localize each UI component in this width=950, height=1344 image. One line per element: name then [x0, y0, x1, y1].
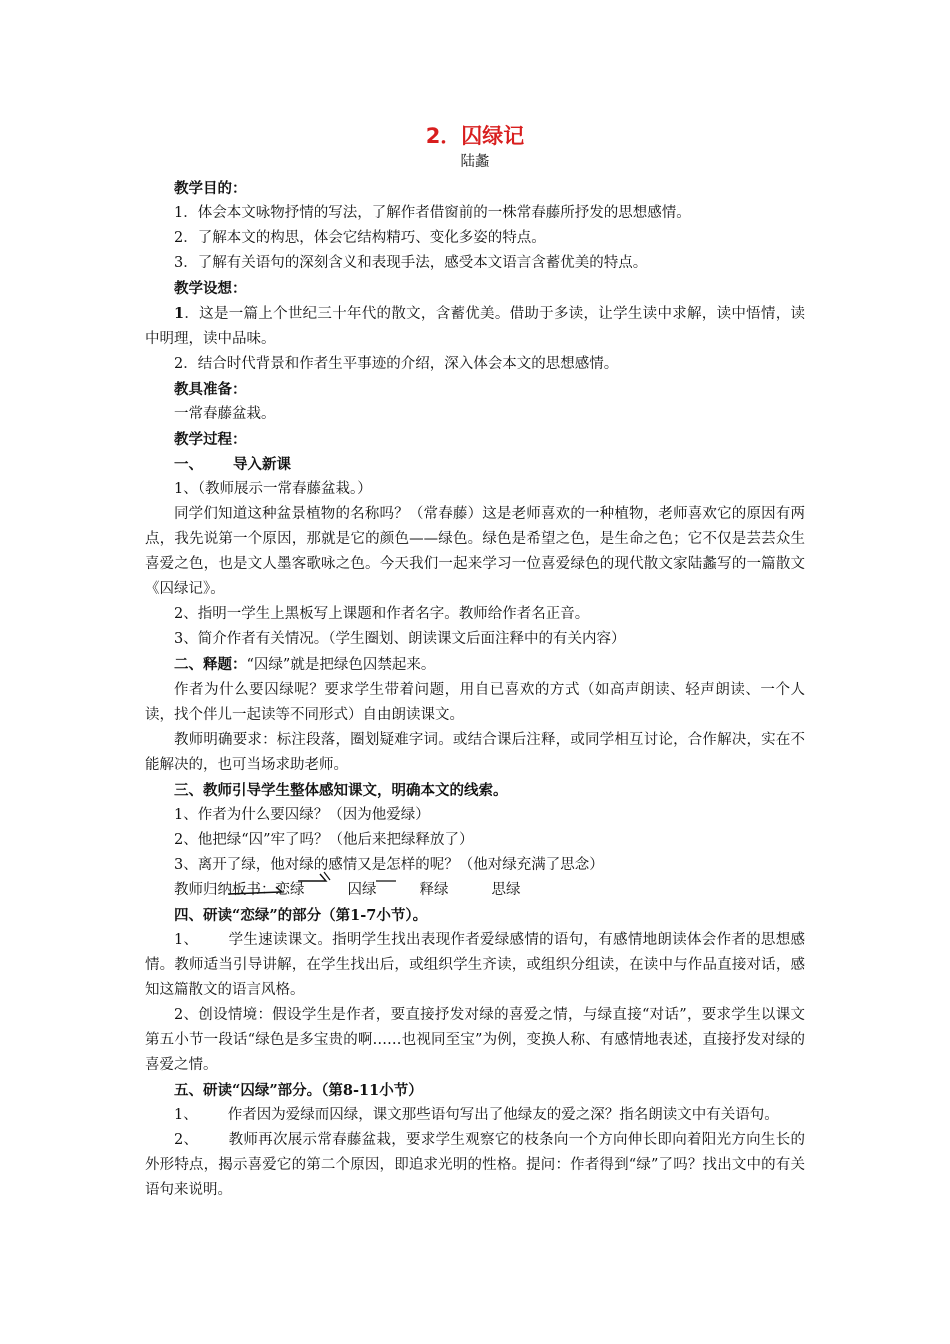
- step-heading: [145, 652, 805, 678]
- step-item: 1、作者为什么要囚绿？（因为他爱绿）: [174, 807, 430, 823]
- step-item-number: 1、: [174, 932, 199, 948]
- design-item-number: 1: [174, 305, 185, 322]
- board-term: 释绿: [419, 882, 449, 898]
- design-item: [145, 301, 805, 352]
- step-heading: 四、研读“恋绿”的部分（第1-7小节）。: [174, 907, 428, 924]
- goals-heading: 教学目的：: [174, 180, 247, 197]
- step-number: 一、: [174, 456, 203, 473]
- board-term: 思绿: [491, 882, 521, 898]
- step-item: 同学们知道这种盆景植物的名称吗？（常春藤）这是老师喜欢的一种植物，老师喜欢它的原因有两点，我先说第一个原因，那就是它的颜色——绿色。绿色是希望之色，是生命之色；它不仅是芸芸众生喜爱之色，也是文人墨客歌咏之色。今天我们一起来学习一位喜爱绿色的现代散文家陆蠡写的一篇散文《囚绿记》。: [145, 506, 805, 597]
- design-item-text: ．这是一篇上个世纪三十年代的散文，含蓄优美。借助于多读，让学生读中求解，读中悟情，读中明理，读中品味。: [145, 306, 805, 347]
- step-heading: [145, 452, 805, 477]
- step-item: 3、简介作者有关情况。（学生圈划、朗读课文后面注释中的有关内容）: [174, 631, 626, 647]
- step-item: 2、指明一学生上黑板写上课题和作者名字。教师给作者名正音。: [174, 606, 590, 622]
- step-item-number: 2、: [174, 1132, 199, 1148]
- step-heading: 五、研读“囚绿”部分。（第8-11小节）: [174, 1082, 423, 1099]
- step-item: 1、（教师展示一常春藤盆栽。）: [174, 481, 372, 497]
- document-body: [145, 176, 805, 1203]
- step-title: 二、释题：: [174, 656, 247, 673]
- step-item: 2、创设情境：假设学生是作者，要直接抒发对绿的喜爱之情，与绿直接“对话”，要求学生以课文第五小节一段话“绿色是多宝贵的啊……也视同至宝”为例，变换人称、有感情地表述，直接抒发对绿的喜爱之情。: [145, 1007, 805, 1073]
- goal-item: 1．体会本文咏物抒情的写法，了解作者借窗前的一株常春藤所抒发的思想感情。: [174, 205, 691, 221]
- step-item-text: 作者因为爱绿而囚绿，课文那些语句写出了他绿友的爱之深？指名朗读文中有关语句。: [227, 1107, 779, 1123]
- goal-item: 3．了解有关语句的深刻含义和表现手法，感受本文语言含蓄优美的特点。: [174, 255, 648, 271]
- board-term: 囚绿: [347, 882, 377, 898]
- arrow-icon: [372, 869, 402, 885]
- arrow-icon: [226, 884, 290, 900]
- step-item: 2、他把绿“囚”牢了吗？（他后来把绿释放了）: [174, 832, 474, 848]
- design-item: 2．结合时代背景和作者生平事迹的介绍，深入体会本文的思想感情。: [174, 356, 619, 372]
- tools-text: 一常春藤盆栽。: [174, 406, 276, 422]
- step-title: 导入新课: [233, 456, 291, 473]
- board-label: 教师归纳板书：: [174, 882, 276, 898]
- step-heading: 三、教师引导学生整体感知课文，明确本文的线索。: [174, 782, 508, 799]
- step-text: “囚绿”就是把绿色囚禁起来。: [246, 657, 436, 673]
- step-item-text: 教师再次展示常春藤盆栽，要求学生观察它的枝条向一个方向伸长即向着阳光方向生长的外形特点，揭示喜爱它的第二个原因，即追求光明的性格。提问：作者得到“绿”了吗？找出文中的有关语句来说明。: [145, 1132, 806, 1198]
- step-item: 3、离开了绿，他对绿的感情又是怎样的呢？（他对绿充满了思念）: [174, 857, 604, 873]
- design-heading: 教学设想：: [174, 280, 247, 297]
- step-item: 教师明确要求：标注段落，圈划疑难字词。或结合课后注释，或同学相互讨论，合作解决，实在不能解决的，也可当场求助老师。: [145, 732, 805, 773]
- document-author: 陆蠡: [460, 154, 490, 170]
- step-item-number: 1、: [174, 1107, 198, 1123]
- step-item: [145, 1103, 805, 1128]
- step-item-text: 学生速读课文。指明学生找出表现作者爱绿感情的语句，有感情地朗读体会作者的思想感情。教师适当引导讲解，在学生找出后，或组织学生齐读，或组织分组读，在读中与作品直接对话，感知这篇散文的语言风格。: [145, 932, 806, 998]
- step-item: 作者为什么要囚绿呢？要求学生带着问题，用自已喜欢的方式（如高声朗读、轻声朗读、一个人读，找个伴儿一起读等不同形式）自由朗读课文。: [145, 682, 805, 723]
- board-term: 恋绿: [275, 882, 305, 898]
- step-item: [145, 1128, 805, 1203]
- document-title: 2．囚绿记: [425, 124, 525, 148]
- process-heading: 教学过程：: [174, 431, 247, 448]
- step-item: [145, 928, 805, 1003]
- arrow-icon: [296, 868, 336, 886]
- tools-heading: 教具准备：: [174, 381, 247, 398]
- goal-item: 2．了解本文的构思，体会它结构精巧、变化多姿的特点。: [174, 230, 546, 246]
